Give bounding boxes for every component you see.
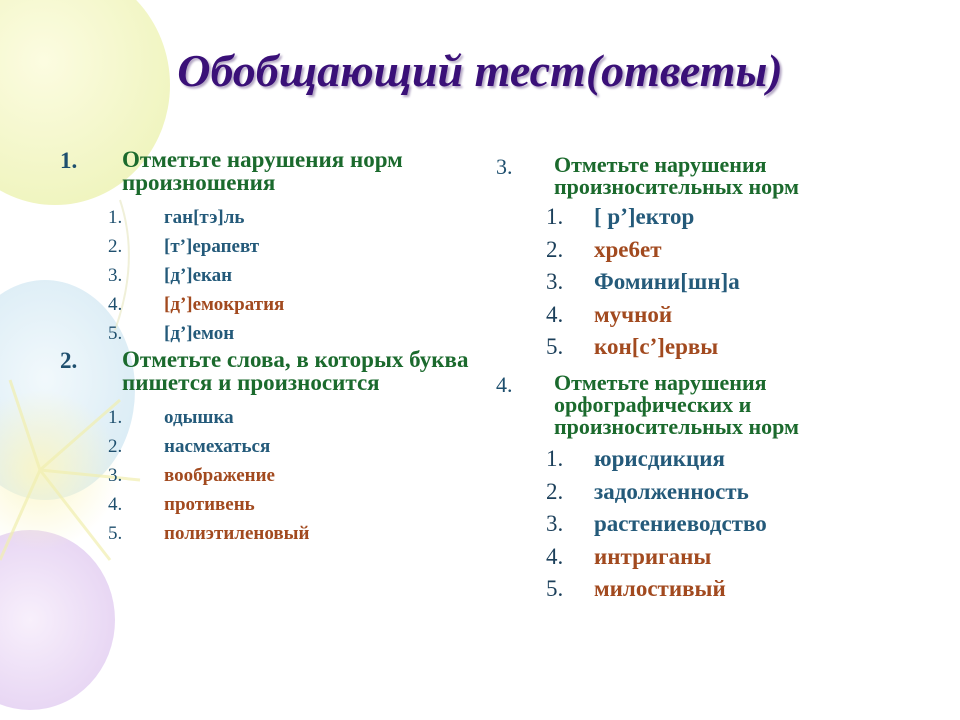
list-item: 5. полиэтиленовый [108, 523, 310, 544]
question-1-text: Отметьте нарушения норм произношения [122, 147, 403, 195]
question-4-number: 4. [496, 372, 513, 397]
list-item: 3. [д’]екан [108, 265, 233, 286]
question-3-answers [546, 204, 936, 367]
question-4 [496, 372, 936, 609]
list-item: 1. [ р’]ектор [546, 204, 695, 229]
slide-title: Обобщающий тест(ответы) [177, 45, 783, 96]
list-item: 2. насмехаться [108, 436, 271, 457]
balloon-purple [0, 530, 115, 710]
list-item: 3. растениеводство [546, 511, 767, 536]
question-4-answers [546, 446, 936, 609]
list-item: 2. задолженность [546, 478, 749, 504]
question-3-text: Отметьте нарушения произносительных норм [554, 152, 800, 199]
question-1-answers [108, 207, 470, 352]
list-item: 2. хре6ет [546, 236, 662, 262]
list-item: 5. [д’]емон [108, 323, 235, 344]
list-item: 4. противень [108, 494, 255, 515]
question-1-number: 1. [60, 148, 78, 173]
question-3-number: 3. [496, 154, 513, 179]
list-item: 4. [д’]емократия [108, 294, 285, 315]
list-item: 1. ган[тэ]ль [108, 207, 245, 228]
question-1 [60, 148, 470, 352]
list-item: 3. воображение [108, 465, 275, 486]
list-item: 4. мучной [546, 301, 673, 327]
list-item: 1. одышка [108, 407, 234, 428]
list-item: 5. кон[с’]ервы [546, 334, 719, 359]
question-2 [60, 348, 470, 552]
list-item: 3. Фомини[шн]а [546, 269, 740, 294]
list-item: 5. милостивый [546, 576, 726, 601]
question-2-answers [108, 407, 470, 552]
question-2-number: 2. [60, 348, 78, 373]
list-item: 2. [т’]ерапевт [108, 236, 260, 257]
question-2-text: Отметьте слова, в которых буква пишется и произносится [122, 347, 469, 395]
list-item: 1. юрисдикция [546, 446, 725, 471]
question-3 [496, 154, 936, 367]
question-4-text: Отметьте нарушения орфографических и произносительных норм [554, 370, 800, 439]
list-item: 4. интриганы [546, 543, 712, 569]
